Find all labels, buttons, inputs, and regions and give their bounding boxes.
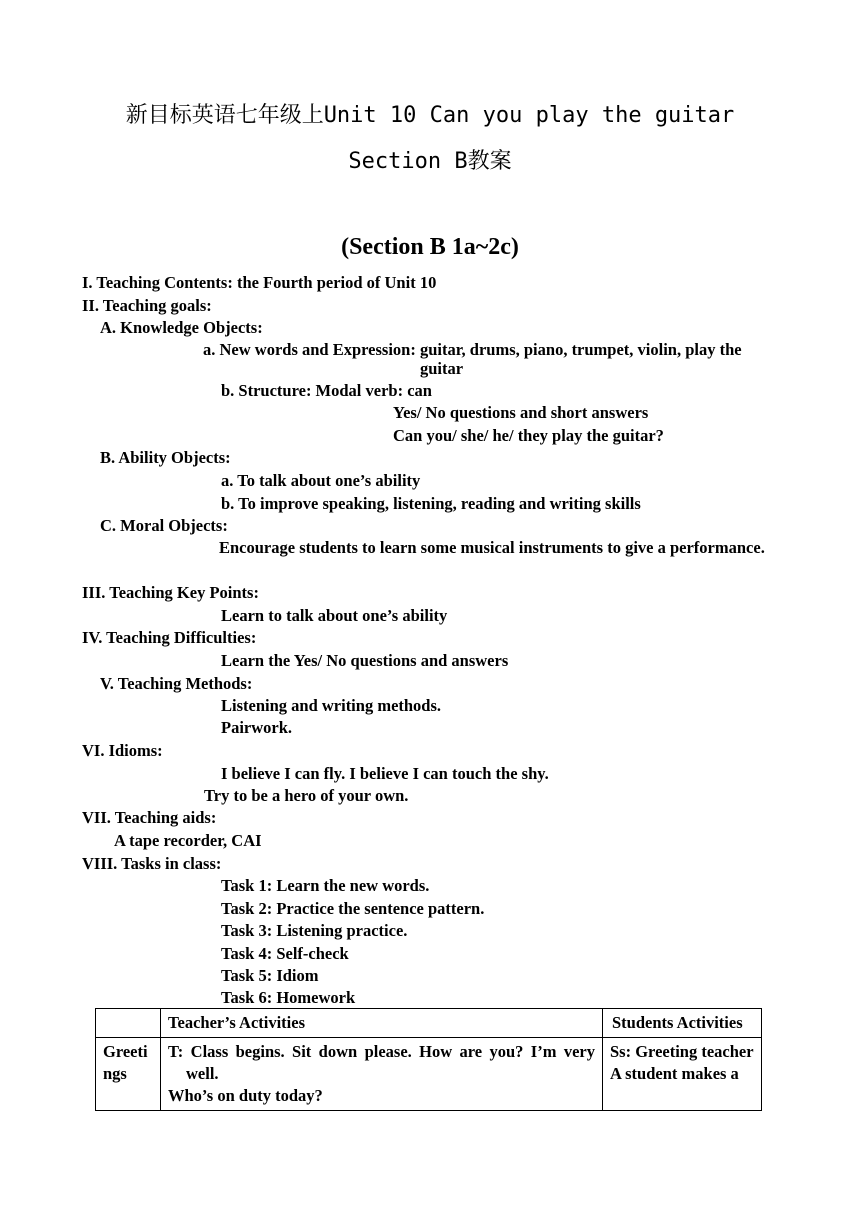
table-header-cell: Students Activities [603,1009,762,1038]
ability-item-a: a. To talk about one’s ability [221,471,421,490]
aids-heading: VII. Teaching aids: [82,808,217,827]
table-cell [603,1038,762,1111]
teaching-contents: I. Teaching Contents: the Fourth period of Unit 10 [82,273,437,292]
student-activity-line: A student makes a [610,1064,739,1083]
knowledge-item-b-line3: Can you/ she/ he/ they play the guitar? [393,426,664,445]
knowledge-item-a: a. New words and Expression: guitar, drums, piano, trumpet, violin, play the [203,340,742,359]
ability-heading: B. Ability Objects: [100,448,231,467]
idiom-1: I believe I can fly. I believe I can touch the shy. [221,764,549,783]
moral-heading: C. Moral Objects: [100,516,228,535]
aids-text: A tape recorder, CAI [114,831,262,850]
knowledge-item-b-line2: Yes/ No questions and short answers [393,403,649,422]
knowledge-item-a-cont: guitar [420,359,464,378]
table-header-cell: Teacher’s Activities [161,1009,603,1038]
idioms-heading: VI. Idioms: [82,741,163,760]
document-title-line2: Section B教案 [348,149,512,174]
table-cell [161,1038,603,1111]
knowledge-item-b: b. Structure: Modal verb: can [221,381,432,400]
goals-heading: II. Teaching goals: [82,296,212,315]
teacher-activity-line: T: Class begins. Sit down please. How are you? I’m very well. [168,1042,595,1083]
task-item: Task 5: Idiom [221,966,319,985]
task-item: Task 1: Learn the new words. [221,876,430,895]
section-subtitle: (Section B 1a~2c) [341,234,519,260]
ability-item-b: b. To improve speaking, listening, reading and writing skills [221,494,641,513]
key-points-text: Learn to talk about one’s ability [221,606,448,625]
activities-table [95,1008,762,1111]
methods-item-1: Listening and writing methods. [221,696,442,715]
methods-item-2: Pairwork. [221,718,293,737]
difficulties-heading: IV. Teaching Difficulties: [82,628,257,647]
methods-heading: V. Teaching Methods: [100,674,253,693]
moral-text: Encourage students to learn some musical instruments to give a performance. [219,538,765,557]
task-item: Task 3: Listening practice. [221,921,408,940]
task-item: Task 6: Homework [221,988,356,1007]
task-item: Task 2: Practice the sentence pattern. [221,899,485,918]
student-activity-line: Ss: Greeting teacher [610,1042,754,1061]
idiom-2: Try to be a hero of your own. [204,786,409,805]
document-title: 新目标英语七年级上Unit 10 Can you play the guitar [125,103,735,128]
table-row [96,1038,762,1111]
table-cell [96,1038,161,1111]
tasks-heading: VIII. Tasks in class: [82,854,222,873]
knowledge-heading: A. Knowledge Objects: [100,318,263,337]
key-points-heading: III. Teaching Key Points: [82,583,259,602]
teacher-activity-line: Who’s on duty today? [168,1086,323,1105]
row-label: Greetings [103,1042,148,1083]
table-header-row [96,1009,762,1038]
table-header-cell [96,1009,161,1038]
difficulties-text: Learn the Yes/ No questions and answers [221,651,509,670]
task-item: Task 4: Self-check [221,944,349,963]
